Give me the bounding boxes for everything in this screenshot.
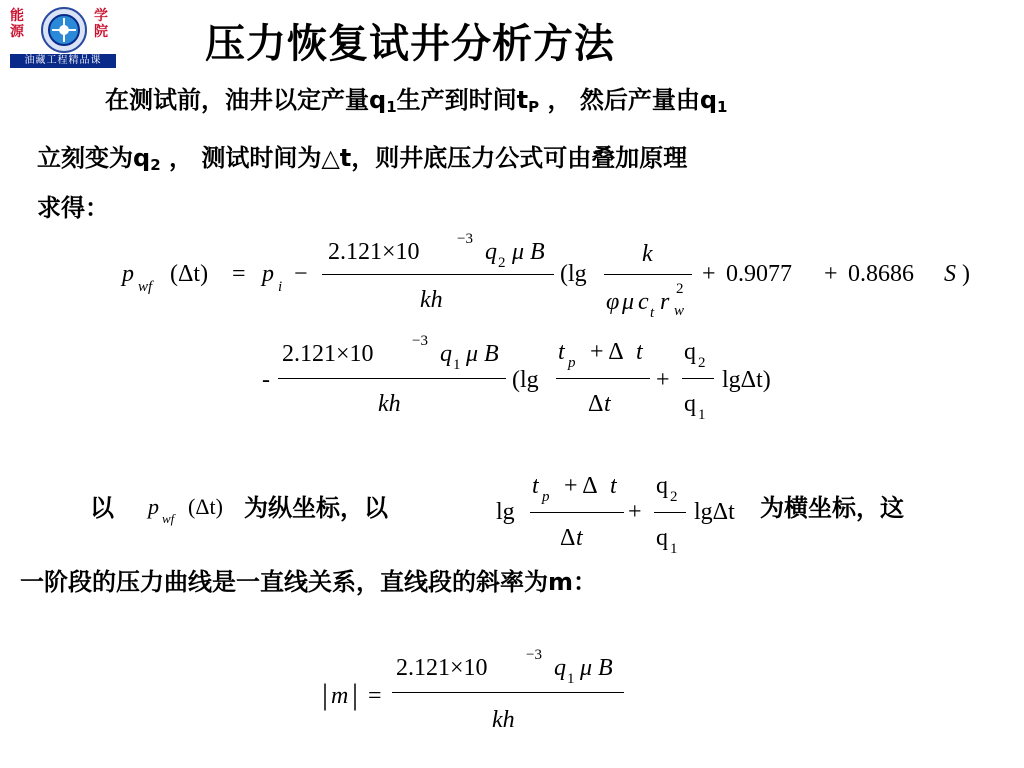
eq1-close: ): [962, 261, 970, 287]
subscript: 1: [717, 98, 728, 116]
p2-vertical-axis: 为纵坐标，以: [244, 494, 388, 522]
eq1-c: c: [638, 289, 649, 315]
p2-q1-sub: 1: [670, 541, 678, 557]
eq2-q-fraction-bar: [682, 378, 714, 379]
p2-line-2: 一阶段的压力曲线是一直线关系，直线段的斜率为m：: [20, 568, 598, 596]
eq1-lhs-arg: (Δt): [170, 261, 209, 287]
eq2-B: B: [484, 341, 499, 367]
eq2-q2: q: [684, 339, 696, 365]
eq2-tp: t: [558, 339, 565, 365]
eq1-pi-sub: i: [278, 279, 283, 295]
subscript: 2: [150, 156, 161, 174]
emblem-icon: [36, 6, 92, 54]
eq1-plus-2: +: [824, 261, 838, 287]
text-run: ， 然后产量由q: [539, 86, 717, 114]
p2-pwf: p: [148, 494, 159, 519]
eq1-q: q: [485, 239, 497, 265]
eq3-exp: −3: [526, 647, 542, 663]
eq3-fraction-bar: [392, 692, 624, 693]
p2-q1: q: [656, 525, 668, 551]
eq1-coef: 2.121×10: [328, 239, 420, 265]
eq1-c-sub: t: [650, 305, 655, 321]
subscript: 1: [386, 98, 397, 116]
eq1-r: r: [660, 289, 670, 315]
eq2-fraction-bar: [278, 378, 506, 379]
eq1-lhs-p: p: [122, 261, 134, 287]
text-run: 生产到时间t: [396, 86, 529, 114]
p2-q-fraction-bar: [654, 512, 686, 513]
p2-plus: +: [628, 499, 642, 525]
eq3-coef: 2.121×10: [396, 655, 488, 681]
eq1-lg-open: (lg: [560, 261, 587, 287]
eq3-m: m: [331, 683, 349, 709]
eq2-tp-sub: p: [568, 355, 576, 371]
eq2-lg-open: (lg: [512, 367, 539, 393]
eq1-S: S: [944, 261, 956, 287]
p2-tp-sub: p: [542, 489, 550, 505]
eq2-q: q: [440, 341, 452, 367]
eq1-r-sup: 2: [676, 281, 684, 297]
text-run: 立刻变为q: [37, 144, 151, 172]
eq1-minus: −: [294, 261, 308, 287]
eq3-equals: =: [368, 683, 382, 709]
eq2-t: t: [636, 339, 643, 365]
eq2-tp-fraction-bar: [556, 378, 650, 379]
paragraph-line-3: 求得：: [37, 194, 109, 222]
logo-right-text: 学院: [94, 8, 108, 40]
eq1-r-sub: w: [674, 303, 685, 319]
eq3-abs-open: |: [322, 678, 329, 711]
eq1-lhs-sub: wf: [138, 279, 153, 295]
paragraph-line-1: [105, 80, 727, 116]
text-run: 在测试前，油井以定产量q: [105, 86, 387, 114]
eq1-phi: φ: [606, 289, 620, 315]
eq2-q2-sub: 2: [698, 355, 706, 371]
eq1-plus-1: +: [702, 261, 716, 287]
p2-dt: Δ: [560, 525, 576, 551]
logo-left-text: 能源: [10, 8, 24, 40]
eq2-dt-t: t: [604, 391, 611, 417]
p2-tp-fraction-bar: [530, 512, 624, 513]
eq1-const-2: 0.8686: [848, 261, 914, 287]
eq2-plus: +: [656, 367, 670, 393]
p2-yi-1: 以: [90, 494, 114, 522]
eq2-q1: q: [684, 391, 696, 417]
eq2-minus: -: [262, 367, 270, 393]
eq1-kh: kh: [420, 287, 443, 313]
p2-dt-t: t: [576, 525, 583, 551]
eq3-kh: kh: [492, 707, 515, 733]
page-title: 压力恢复试井分析方法: [205, 21, 615, 67]
eq2-exp: −3: [412, 333, 428, 349]
eq1-B: B: [530, 239, 545, 265]
logo-banner: 油藏工程精品课: [10, 54, 116, 68]
eq1-pi: p: [262, 261, 274, 287]
eq1-q-sub: 2: [498, 255, 506, 271]
p2-lgdt: lgΔt: [694, 499, 735, 525]
eq1-mu2: μ: [622, 289, 635, 315]
text-run: ， 测试时间为△t，则井底压力公式可由叠加原理: [160, 144, 688, 172]
eq1-mu: μ: [512, 239, 525, 265]
eq2-q-sub: 1: [453, 357, 461, 373]
p2-pwf-sub: wf: [162, 511, 175, 526]
eq2-dt: Δ: [588, 391, 604, 417]
eq2-mu: μ: [466, 341, 479, 367]
p2-tp: t: [532, 473, 539, 499]
paragraph-line-2: [37, 138, 687, 174]
eq3-abs-close: |: [352, 678, 359, 711]
eq3-q: q: [554, 655, 566, 681]
eq3-B: B: [598, 655, 613, 681]
school-logo: [8, 6, 118, 66]
p2-plus-dt: + Δ: [564, 473, 598, 499]
eq1-inner-fraction-bar: [604, 274, 692, 275]
eq1-equals: =: [232, 261, 246, 287]
p2-lg: lg: [496, 499, 515, 525]
p2-q2-sub: 2: [670, 489, 678, 505]
eq3-mu: μ: [580, 655, 593, 681]
eq1-const-1: 0.9077: [726, 261, 792, 287]
eq3-q-sub: 1: [567, 671, 575, 687]
eq2-plus-dt: + Δ: [590, 339, 624, 365]
eq1-k: k: [642, 241, 653, 267]
p2-t: t: [610, 473, 617, 499]
eq2-tail: lgΔt): [722, 367, 771, 393]
eq2-kh: kh: [378, 391, 401, 417]
p2-q2: q: [656, 473, 668, 499]
eq1-fraction-bar: [322, 274, 554, 275]
p2-pwf-arg: (Δt): [188, 494, 223, 519]
eq2-q1-sub: 1: [698, 407, 706, 423]
eq2-coef: 2.121×10: [282, 341, 374, 367]
p2-horizontal-axis: 为横坐标，这: [760, 494, 904, 522]
eq1-exp: −3: [457, 231, 473, 247]
subscript: P: [528, 98, 540, 116]
